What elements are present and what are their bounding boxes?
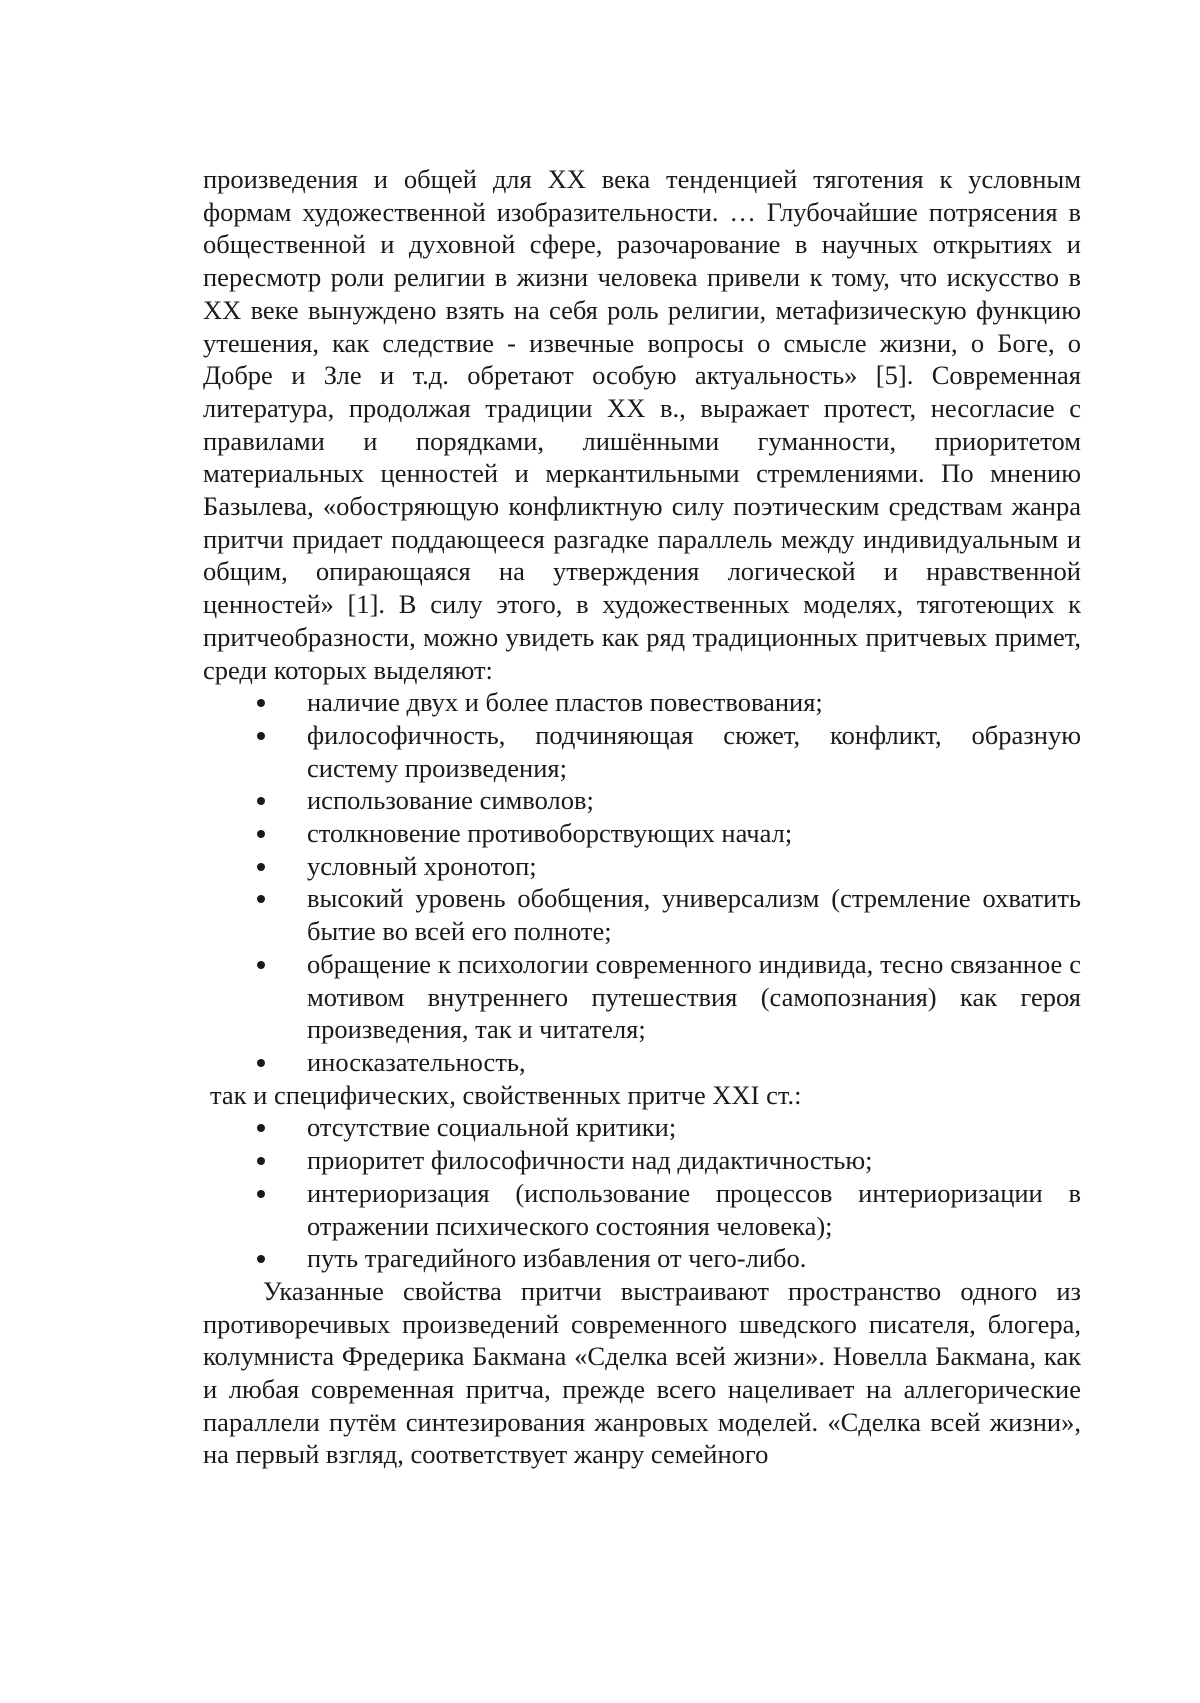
list-item xyxy=(203,784,1081,817)
list-item xyxy=(203,850,1081,883)
list-item-text: интериоризация (использование процессов интериоризации в отражении психического состояния человека); xyxy=(307,1177,1081,1241)
document-page xyxy=(203,163,1081,1471)
list-item xyxy=(203,1242,1081,1275)
list-item xyxy=(203,686,1081,719)
bullet-icon xyxy=(257,863,265,871)
bullet-icon xyxy=(257,895,265,903)
body-paragraph: Указанные свойства притчи выстраивают пространство одного из противоречивых произведений современного шведского писателя, блогера, колумниста Фредерика Бакмана «Сделка всей жизни». Новелла Бакмана, как и любая современная притча, прежде всего нацеливает на аллегорические параллели путём синтезирования жанровых моделей. «Сделка всей жизни», на первый взгляд, соответствует жанру семейного xyxy=(203,1275,1081,1470)
list-item xyxy=(203,1111,1081,1144)
bullet-icon xyxy=(257,699,265,707)
specific-features-list xyxy=(203,1111,1081,1275)
bullet-icon xyxy=(257,1157,265,1165)
bullet-icon xyxy=(257,1059,265,1067)
list-item-text: использование символов; xyxy=(307,785,594,816)
list-lead-in: так и специфических, свойственных притче XXI ст.: xyxy=(210,1079,802,1110)
list-item-text: путь трагедийного избавления от чего-либо. xyxy=(307,1243,807,1274)
bullet-icon xyxy=(257,797,265,805)
bullet-icon xyxy=(257,732,265,740)
list-item xyxy=(203,1144,1081,1177)
list-item xyxy=(203,1177,1081,1242)
list-item-text: условный хронотоп; xyxy=(307,850,537,881)
list-item-text: философичность, подчиняющая сюжет, конфликт, образную систему произведения; xyxy=(307,719,1081,783)
bullet-icon xyxy=(257,1124,265,1132)
list-item xyxy=(203,948,1081,1046)
list-item xyxy=(203,882,1081,947)
list-item xyxy=(203,719,1081,784)
bullet-icon xyxy=(257,830,265,838)
list-item xyxy=(203,1046,1081,1079)
body-paragraph: произведения и общей для XX века тенденцией тяготения к условным формам художественной изобразительности. … Глубочайшие потрясения в общественной и духовной сфере, разочарование в научных открытиях и пересмотр роли религии в жизни человека привели к тому, что искусство в XX веке вынуждено взять на себя роль религии, метафизическую функцию утешения, как следствие - извечные вопросы о смысле жизни, о Боге, о Добре и Зле и т.д. обретают особую актуальность» [5]. Современная литература, продолжая традиции XX в., выражает протест, несогласие с правилами и порядками, лишёнными гуманности, приоритетом материальных ценностей и меркантильными стремлениями. По мнению Базылева, «обостряющую конфликтную силу поэтическим средствам жанра притчи придает поддающееся разгадке параллель между индивидуальным и общим, опирающаяся на утверждения логической и нравственной ценностей» [1]. В силу этого, в художественных моделях, тяготеющих к притчеобразности, можно увидеть как ряд традиционных притчевых примет, среди которых выделяют: xyxy=(203,164,1081,685)
list-item xyxy=(203,817,1081,850)
list-item-text: приоритет философичности над дидактичностью; xyxy=(307,1145,873,1176)
list-item-text: высокий уровень обобщения, универсализм (стремление охватить бытие во всей его полноте; xyxy=(307,883,1081,947)
list-item-text: наличие двух и более пластов повествования; xyxy=(307,687,823,718)
traditional-features-list xyxy=(203,686,1081,1078)
bullet-icon xyxy=(257,961,265,969)
list-item-text: иносказательность, xyxy=(307,1046,526,1077)
list-item-text: отсутствие социальной критики; xyxy=(307,1112,677,1143)
bullet-icon xyxy=(257,1255,265,1263)
list-item-text: столкновение противоборствующих начал; xyxy=(307,818,793,849)
bullet-icon xyxy=(257,1190,265,1198)
list-item-text: обращение к психологии современного индивида, тесно связанное с мотивом внутреннего путешествия (самопознания) как героя произведения, так и читателя; xyxy=(307,948,1081,1045)
